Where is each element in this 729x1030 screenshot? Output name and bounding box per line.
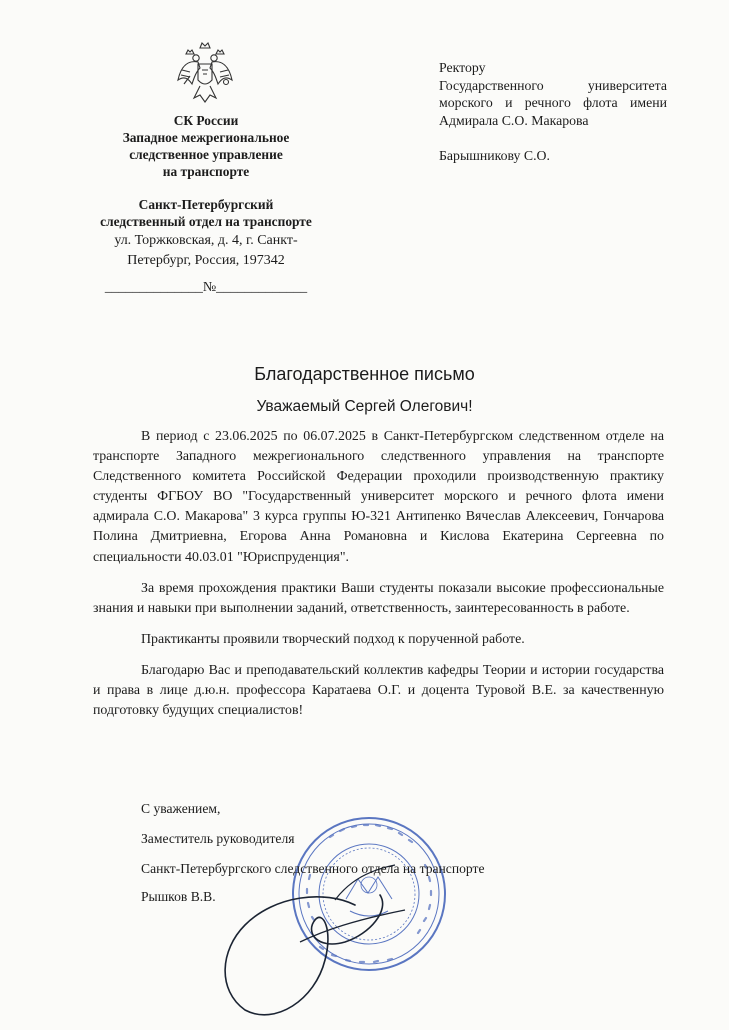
addressee-line: Ректору	[439, 60, 486, 75]
addressee-line: морского и речного флота имени	[439, 95, 667, 110]
signature-department: Санкт-Петербургского следственного отдела на транспорте	[141, 861, 485, 876]
body-paragraph: За время прохождения практики Ваши студенты показали высокие профессиональные знания и навыки при выполнении заданий, ответственность, заинтересованность в работе.	[93, 580, 664, 616]
handwritten-signature	[205, 850, 435, 1030]
body-paragraph: В период с 23.06.2025 по 06.07.2025 в Санкт-Петербургском следственном отделе на транспорте Западного межрегионального следственного управления на транспорте Следственного комитета Российской Федерации проходили производственную практику студенты ФГБОУ ВО "Государственный университет морского и речного флота имени адмирала С.О. Макарова" 3 курса группы Ю-321 Антипенко Вячеслав Алексеевич, Гончарова Полина Дмитриевна, Егорова Анна Романовна и Кислова Екатерина Сергеевна по специальности 40.03.01 "Юриспруденция".	[93, 429, 664, 565]
sender-org-line: на транспорте	[162, 164, 250, 179]
registration-number-line: ______________№_____________	[104, 280, 308, 295]
letter-salutation: Уважаемый Сергей Олегович!	[256, 398, 473, 415]
addressee-line: Адмирала С.О. Макарова	[439, 112, 589, 128]
signature-closing: С уважением,	[141, 801, 221, 816]
letter-title: Благодарственное письмо	[254, 364, 475, 384]
sender-dept-line: следственный отдел на транспорте	[100, 214, 312, 229]
sender-block	[84, 112, 328, 296]
addressee-block	[439, 59, 667, 165]
body-paragraph: Практиканты проявили творческий подход к порученной работе.	[141, 631, 525, 647]
signature-position: Заместитель руководителя	[141, 831, 295, 846]
sender-org-line: следственное управление	[129, 147, 283, 162]
sender-org-line: Западное межрегиональное	[122, 130, 290, 145]
sender-address-line: ул. Торжковская, д. 4, г. Санкт-	[114, 233, 298, 248]
coat-of-arms-emblem	[176, 40, 234, 106]
sender-dept-line: Санкт-Петербургский	[138, 197, 274, 212]
sender-org-line: СК России	[173, 113, 239, 128]
letter-body	[93, 427, 664, 732]
addressee-name: Барышникову С.О.	[439, 148, 550, 163]
addressee-line: Государственного университета	[439, 77, 667, 93]
signatory-name: Рышков В.В.	[141, 889, 216, 904]
sender-address-line: Петербург, Россия, 197342	[127, 252, 285, 268]
body-paragraph: Благодарю Вас и преподавательский коллектив кафедры Теории и истории государства и права в лице д.ю.н. профессора Каратаева О.Г. и доцента Туровой В.Е. за качественную подготовку будущих специалистов!	[93, 662, 664, 719]
